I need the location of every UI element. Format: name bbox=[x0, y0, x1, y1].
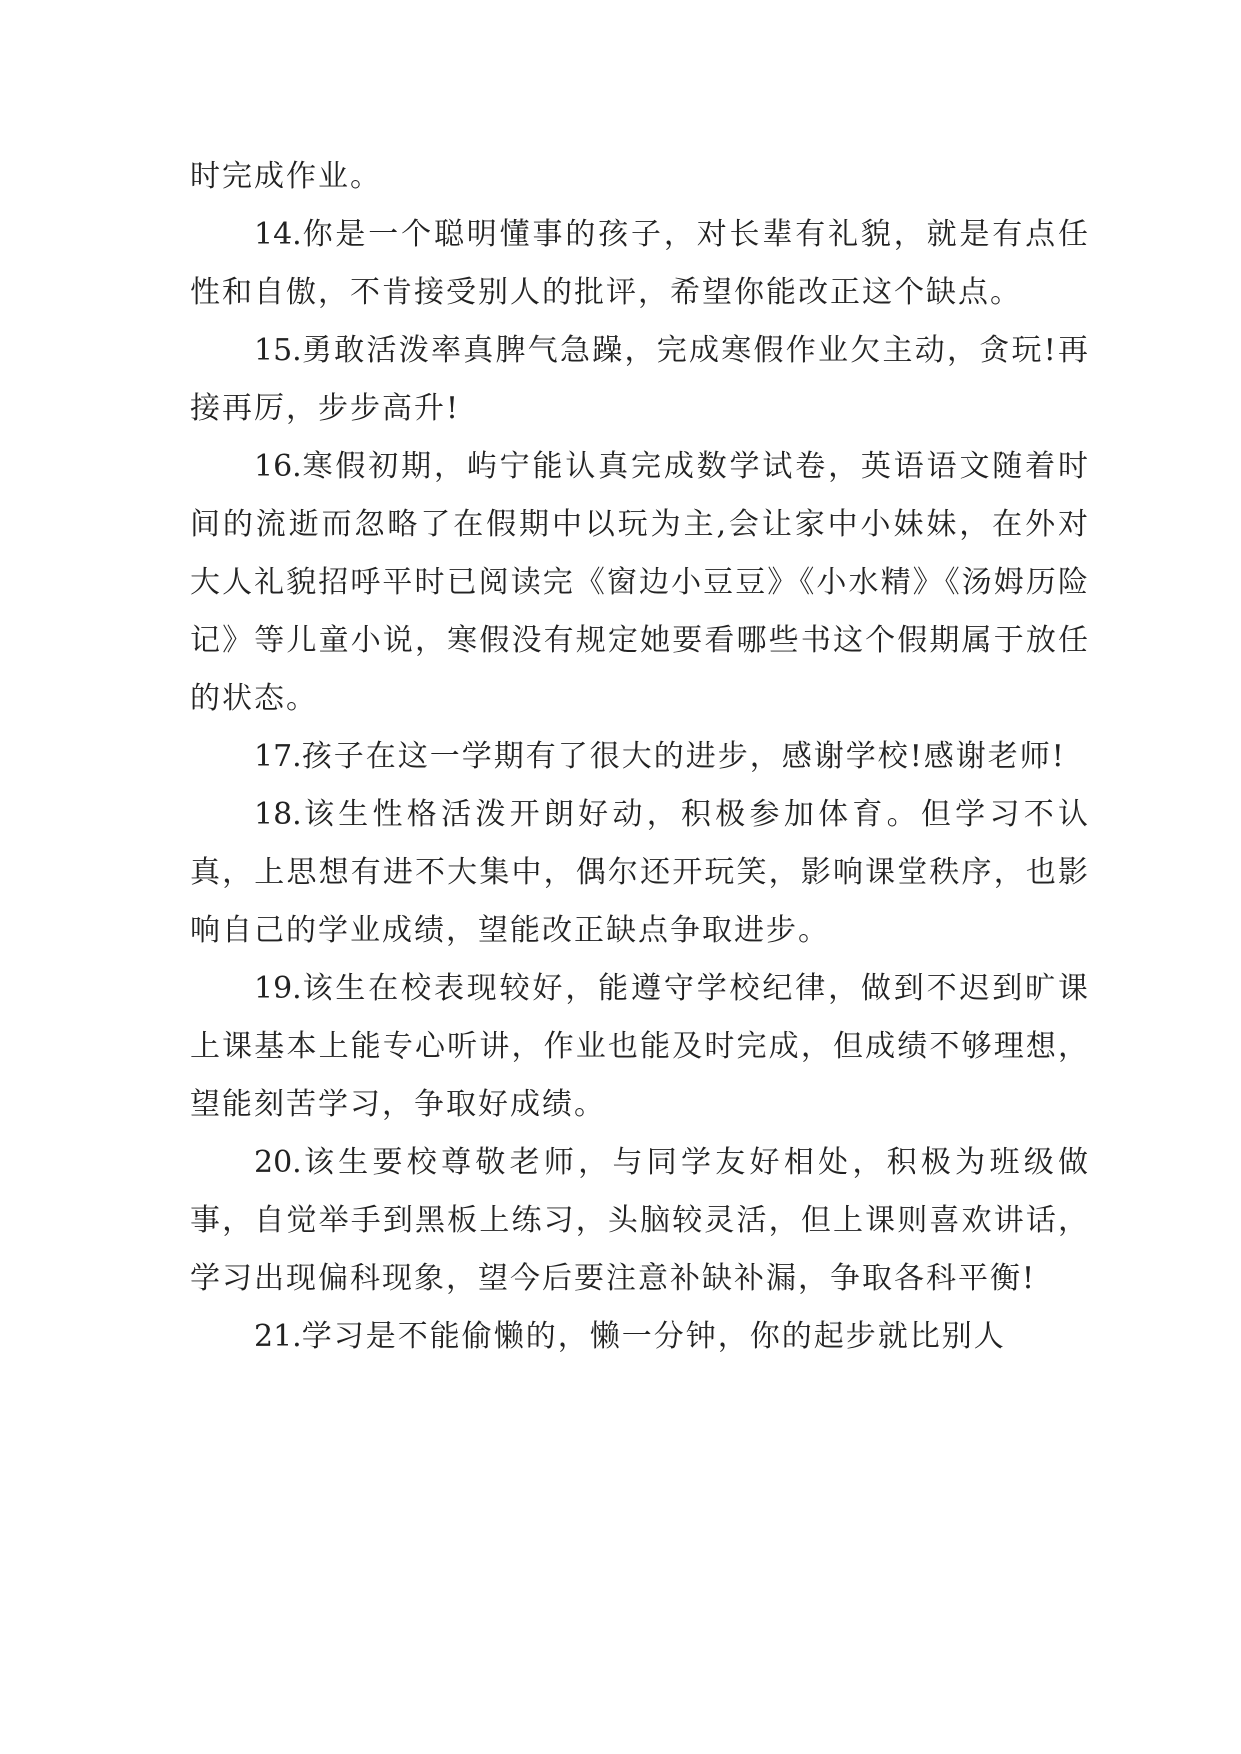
paragraph-item-17 bbox=[190, 728, 1090, 786]
paragraph-text: 你是一个聪明懂事的孩子，对长辈有礼貌，就是有点任性和自傲，不肯接受别人的批评，希望你能改正这个缺点。 bbox=[190, 217, 1090, 310]
paragraph-text: 该生性格活泼开朗好动，积极参加体育。但学习不认真，上思想有进不大集中，偶尔还开玩笑，影响课堂秩序，也影响自己的学业成绩，望能改正缺点争取进步。 bbox=[190, 797, 1090, 948]
paragraph-item-16 bbox=[190, 438, 1090, 728]
paragraph-item-20 bbox=[190, 1134, 1090, 1308]
paragraph-text: 寒假初期，屿宁能认真完成数学试卷，英语语文随着时间的流逝而忽略了在假期中以玩为主,会让家中小妹妹，在外对大人礼貌招呼平时已阅读完《窗边小豆豆》《小水精》《汤姆历险记》等儿童小说，寒假没有规定她要看哪些书这个假期属于放任的状态。 bbox=[190, 449, 1090, 716]
item-number: 14. bbox=[254, 217, 302, 252]
paragraph-text: 该生在校表现较好，能遵守学校纪律，做到不迟到旷课上课基本上能专心听讲，作业也能及时完成，但成绩不够理想，望能刻苦学习，争取好成绩。 bbox=[190, 971, 1090, 1122]
item-number: 15. bbox=[254, 333, 302, 368]
paragraph-item-14 bbox=[190, 206, 1090, 322]
paragraph-text: 学习是不能偷懒的，懒一分钟，你的起步就比别人 bbox=[301, 1319, 1006, 1354]
document-body bbox=[190, 148, 1090, 1366]
paragraph-item-18 bbox=[190, 786, 1090, 960]
item-number: 20. bbox=[254, 1145, 302, 1180]
item-number: 19. bbox=[254, 971, 302, 1006]
paragraph-continuation bbox=[190, 148, 1090, 206]
paragraph-item-21 bbox=[190, 1308, 1090, 1366]
paragraph-item-19 bbox=[190, 960, 1090, 1134]
paragraph-item-15 bbox=[190, 322, 1090, 438]
paragraph-text: 孩子在这一学期有了很大的进步，感谢学校!感谢老师! bbox=[301, 739, 1066, 774]
item-number: 16. bbox=[254, 449, 302, 484]
item-number: 21. bbox=[254, 1319, 302, 1354]
item-number: 18. bbox=[254, 797, 302, 832]
paragraph-text: 时完成作业。 bbox=[190, 159, 382, 194]
paragraph-text: 勇敢活泼率真脾气急躁，完成寒假作业欠主动，贪玩!再接再厉，步步高升! bbox=[190, 333, 1090, 426]
item-number: 17. bbox=[254, 739, 302, 774]
paragraph-text: 该生要校尊敬老师，与同学友好相处，积极为班级做事，自觉举手到黑板上练习，头脑较灵活，但上课则喜欢讲话，学习出现偏科现象，望今后要注意补缺补漏，争取各科平衡! bbox=[190, 1145, 1090, 1296]
